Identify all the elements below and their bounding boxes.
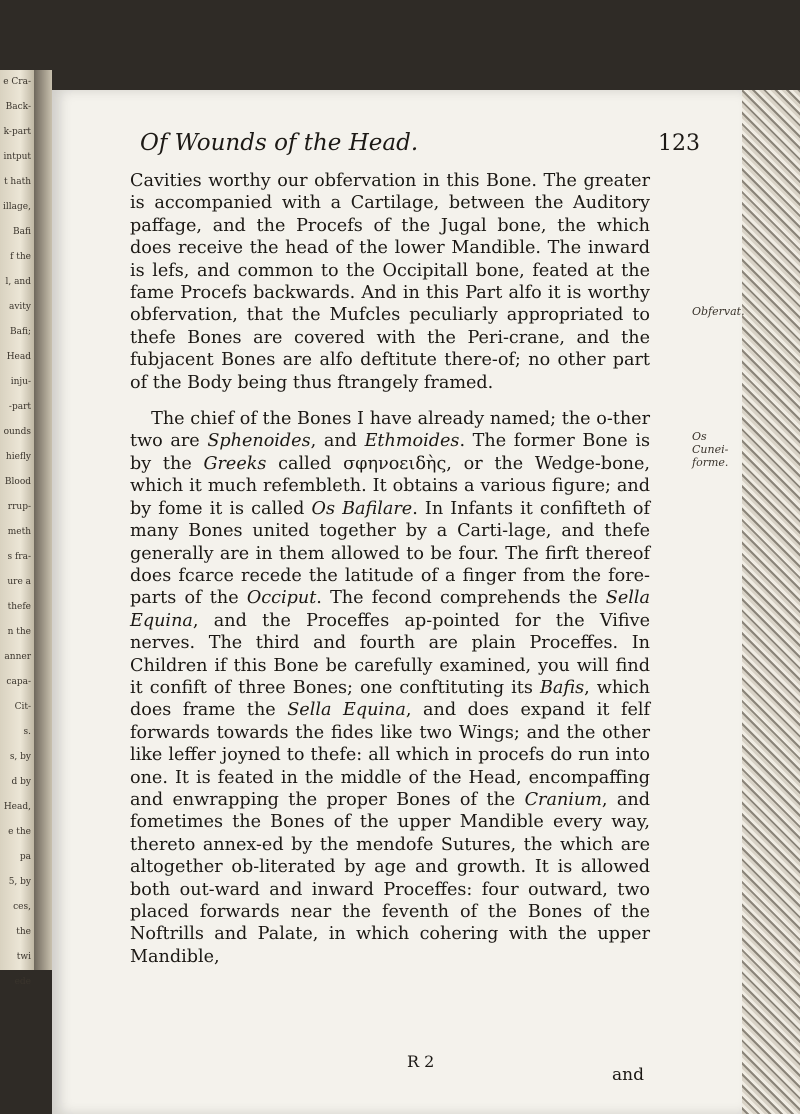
facing-page-fragment: Bafi; bbox=[9, 327, 31, 337]
facing-page-fragment: ure a bbox=[7, 577, 31, 587]
body-text bbox=[130, 170, 650, 982]
facing-page-fragment: ede bbox=[14, 977, 31, 987]
facing-page-fragment: l, and bbox=[5, 277, 31, 287]
text-run: , which does frame the bbox=[130, 677, 650, 721]
facing-page-fragment: pa bbox=[19, 852, 31, 862]
term-sella-equina: Sella Equina bbox=[130, 588, 650, 631]
facing-page-fragment: Head bbox=[6, 352, 31, 362]
facing-page-strip bbox=[0, 70, 34, 987]
paragraph-2 bbox=[130, 408, 650, 968]
term-occiput: Occiput bbox=[246, 588, 317, 609]
page-number: 123 bbox=[658, 131, 700, 156]
facing-page-fragment: inju- bbox=[10, 377, 31, 387]
facing-page-fragment: Cit- bbox=[14, 702, 31, 712]
facing-page-fragment: ounds bbox=[3, 427, 31, 437]
facing-page-fragment: illage, bbox=[3, 202, 31, 212]
facing-page-fragment: s. bbox=[23, 727, 31, 737]
facing-page-fragment: intput bbox=[3, 152, 31, 162]
facing-page-fragment: e the bbox=[8, 827, 31, 837]
facing-page-fragment: thefe bbox=[7, 602, 31, 612]
term-ethmoides: Ethmoides bbox=[364, 431, 460, 452]
term-sella-equina-2: Sella Equina bbox=[287, 700, 406, 721]
facing-page-fragment: s, by bbox=[9, 752, 31, 762]
page-header bbox=[140, 130, 700, 156]
text-run: The chief of the Bones I have already named; the o-ther two are bbox=[130, 409, 650, 452]
running-head: Of Wounds of the Head. bbox=[140, 130, 419, 156]
facing-page-fragment: s fra- bbox=[7, 552, 31, 562]
term-greeks: Greeks bbox=[203, 453, 267, 474]
text-run: , and the Proceffes ap-pointed for the Vifive nerves. The third and fourth are plain Proceffes. In Children if this Bone be carefully examined, you will find it confift of three Bones; one conftituting its bbox=[130, 610, 650, 698]
facing-page-fragment: capa- bbox=[6, 677, 31, 687]
facing-page-fragment: Head, bbox=[3, 802, 31, 812]
facing-page-fragment: Bafi bbox=[13, 227, 31, 237]
signature-mark: R 2 bbox=[407, 1052, 435, 1071]
facing-page-fragment: the bbox=[16, 927, 31, 937]
facing-page-fragment: avity bbox=[8, 302, 31, 312]
facing-page-fragment: anner bbox=[4, 652, 31, 662]
facing-page-fragment: k-part bbox=[3, 127, 31, 137]
paragraph-1: Cavities worthy our obfervation in this Bone. The greater is accompanied with a Cartilage, between the Auditory paffage, and the Procefs of the Jugal bone, the which does receive the head of the lower Mandible. The inward is lefs, and common to the Occipitall bone, feated at the fame Procefs backwards. And in this Part alfo it is worthy obfervation, that the Mufcles peculiarly appropriated to thefe Bones are covered with the Peri-crane, and the fubjacent Bones are alfo deftitute there-of; no other part of the Body being thus ftrangely framed. bbox=[130, 171, 650, 393]
facing-page-fragment: twi bbox=[16, 952, 31, 962]
text-run: , and does expand it felf forwards towards the fides like two Wings; and the other like leffer joyned to thefe: all which in procefs do run into one. It is feated in the middle of the Head, encompaffing and enwrapping the proper Bones of the bbox=[130, 700, 651, 810]
margin-note-os-cuneiforme: Os Cunei-forme. bbox=[692, 430, 729, 469]
facing-page-fragment: Back- bbox=[5, 102, 31, 112]
text-run: . The former Bone is by the bbox=[130, 431, 650, 474]
facing-page-fragment: meth bbox=[7, 527, 31, 537]
facing-page-fragment: -part bbox=[8, 402, 31, 412]
facing-page-fragment: e Cra- bbox=[3, 77, 31, 87]
facing-page-fragment: f the bbox=[10, 252, 31, 262]
book-page bbox=[52, 90, 745, 1114]
text-run: . In Infants it confifteth of many Bones united together by a Carti-lage, and thefe generally are in them allowed to be four. The firft thereof does fcarce recede the latitude of a finger from the fore-parts of the bbox=[130, 498, 650, 609]
term-os-basilare: Os Bafilare bbox=[311, 498, 413, 519]
facing-page-fragment: ces, bbox=[13, 902, 31, 912]
text-run: , and fometimes the Bones of the upper Mandible every way, thereto annex-ed by the mendofe Sutures, the which are altogether ob-literated by age and growth. It is allowed both out-ward and inward Proceffes: four outward, two placed forwards near the feventh of the Bones of the Noftrills and Palate, in which cohering with the upper Mandible, bbox=[130, 789, 650, 967]
facing-page-fragment: rrup- bbox=[7, 502, 31, 512]
facing-page-fragment: t hath bbox=[3, 177, 31, 187]
catchword: and bbox=[612, 1065, 644, 1085]
facing-page-fragment: n the bbox=[7, 627, 31, 637]
book-gutter bbox=[34, 70, 52, 970]
term-basis: Bafis bbox=[539, 677, 585, 698]
text-run: called σφηνοειδὴς, or the Wedge-bone, which it much refembleth. It obtains a various figure; and by fome it is called bbox=[130, 453, 650, 519]
page-edge-pattern bbox=[742, 90, 800, 1114]
text-run: , and bbox=[310, 431, 365, 452]
facing-page-fragment: hiefly bbox=[5, 452, 31, 462]
facing-page-fragment: 5, by bbox=[8, 877, 31, 887]
text-run: . The fecond comprehends the bbox=[316, 588, 606, 609]
facing-page-fragment: Blood bbox=[4, 477, 31, 487]
term-cranium: Cranium bbox=[524, 789, 602, 810]
margin-note-obfervat: Obfervat. bbox=[692, 305, 745, 318]
facing-page-fragment: d by bbox=[11, 777, 31, 787]
term-sphenoides: Sphenoides bbox=[207, 431, 311, 452]
